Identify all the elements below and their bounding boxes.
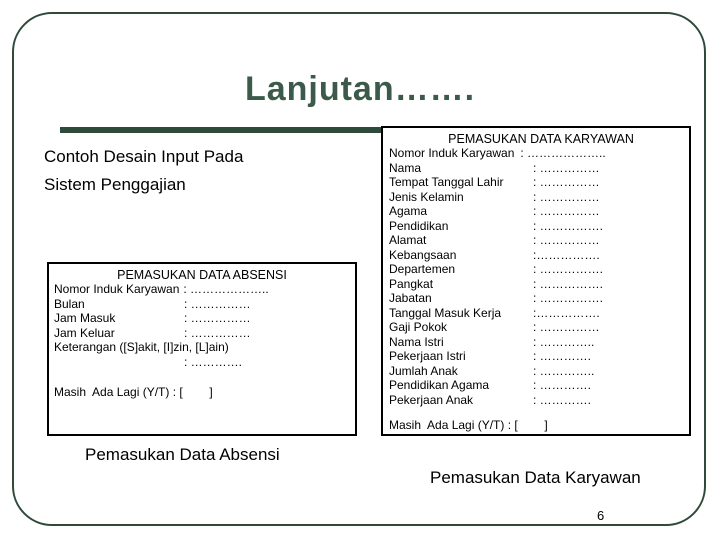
field-label: Jabatan: [389, 291, 432, 305]
karyawan-row: [389, 335, 689, 350]
field-label: Jam Keluar: [54, 325, 115, 340]
field-label: Pangkat: [389, 276, 434, 291]
page-number: 6: [597, 508, 605, 523]
field-label: Tempat Tanggal Lahir: [389, 175, 504, 189]
karyawan-row: [389, 393, 689, 408]
field-label: Nama: [389, 160, 422, 175]
field-value: : ……………: [533, 233, 600, 247]
field-label: Tanggal Masuk Kerja: [389, 305, 502, 320]
field-label: Departemen: [389, 262, 456, 276]
field-value: : ……………: [184, 325, 251, 340]
karyawan-row: [389, 364, 689, 379]
field-value: : …………….: [533, 291, 604, 305]
field-label: Pekerjaan Istri: [389, 349, 466, 363]
absensi-continue-prompt: Masih Ada Lagi (Y/T) : [ ]: [54, 385, 213, 399]
absensi-caption: Pemasukan Data Absensi: [85, 445, 280, 464]
slide-subtitle: [44, 143, 344, 199]
field-value: : ……………: [184, 296, 251, 311]
field-value: : ………….: [533, 378, 592, 392]
field-value: :…………….: [533, 305, 600, 320]
field-label: Nomor Induk Karyawan: [54, 282, 180, 296]
absensi-form-panel: [47, 262, 357, 436]
field-value: : ……………: [533, 175, 600, 189]
karyawan-row: [389, 349, 689, 364]
karyawan-row: [389, 219, 689, 234]
field-label: Alamat: [389, 233, 427, 247]
karyawan-row: [389, 204, 689, 219]
title-divider: [60, 127, 390, 133]
karyawan-caption: Pemasukan Data Karyawan: [430, 468, 641, 487]
field-label: Jam Masuk: [54, 311, 116, 325]
field-label: Keterangan ([S]akit, [I]zin, [L]ain): [54, 340, 229, 354]
karyawan-row: [389, 378, 689, 393]
karyawan-row: [389, 320, 689, 335]
field-value: : ………….: [533, 349, 592, 363]
absensi-row-jam-masuk: [54, 311, 355, 326]
field-value: : …………..: [533, 334, 595, 349]
karyawan-row: [389, 277, 689, 292]
field-label: Jumlah Anak: [389, 363, 458, 378]
subtitle-line-2: Sistem Penggajian: [44, 175, 186, 194]
field-value: : …………….: [533, 218, 604, 233]
field-value: : ………………..: [520, 146, 606, 160]
field-value: : ………….: [184, 354, 243, 369]
karyawan-row: [389, 190, 689, 205]
field-label: Jenis Kelamin: [389, 189, 464, 204]
absensi-row-keterangan-value: [54, 355, 355, 370]
field-value: : ……………: [533, 160, 600, 175]
karyawan-continue-prompt: Masih Ada Lagi (Y/T) : [ ]: [389, 418, 548, 432]
field-label: Gaji Pokok: [389, 320, 448, 334]
field-label: Nama Istri: [389, 334, 444, 349]
field-value: : ………….: [533, 392, 592, 407]
subtitle-line-1: Contoh Desain Input Pada: [44, 147, 244, 166]
karyawan-row: [389, 233, 689, 248]
absensi-row-bulan: [54, 297, 355, 312]
karyawan-row: [389, 262, 689, 277]
field-value: : ……………: [184, 311, 251, 325]
absensi-row-keterangan: [54, 340, 355, 355]
field-value: : …………….: [533, 276, 604, 291]
absensi-row-jam-keluar: [54, 326, 355, 341]
field-label: Pekerjaan Anak: [389, 392, 474, 407]
field-label: Kebangsaan: [389, 247, 457, 262]
field-label: Nomor Induk Karyawan: [389, 146, 515, 160]
field-value: : ………………..: [183, 282, 269, 296]
field-label: Bulan: [54, 296, 85, 311]
karyawan-row: [389, 175, 689, 190]
field-label: Pendidikan: [389, 218, 449, 233]
karyawan-form-panel: [381, 126, 691, 436]
absensi-row-nik: [54, 282, 355, 297]
field-value: : …………..: [533, 363, 595, 378]
karyawan-row: [389, 306, 689, 321]
karyawan-row: [389, 248, 689, 263]
field-label: [54, 355, 184, 370]
karyawan-form-title: PEMASUKAN DATA KARYAWAN: [448, 132, 634, 146]
field-label: Agama: [389, 204, 428, 218]
field-value: : ……………: [533, 204, 600, 218]
karyawan-row: [389, 146, 689, 161]
field-value: :…………….: [533, 247, 600, 262]
karyawan-row: [389, 291, 689, 306]
field-label: Pendidikan Agama: [389, 378, 490, 392]
field-value: : …………….: [533, 262, 604, 276]
slide-title: Lanjutan…….: [244, 70, 476, 108]
absensi-form-fields: [54, 282, 355, 369]
karyawan-form-fields: [389, 146, 689, 407]
karyawan-row: [389, 161, 689, 176]
field-value: : ……………: [533, 189, 600, 204]
field-value: : ……………: [533, 320, 600, 334]
absensi-form-title: PEMASUKAN DATA ABSENSI: [117, 268, 287, 282]
